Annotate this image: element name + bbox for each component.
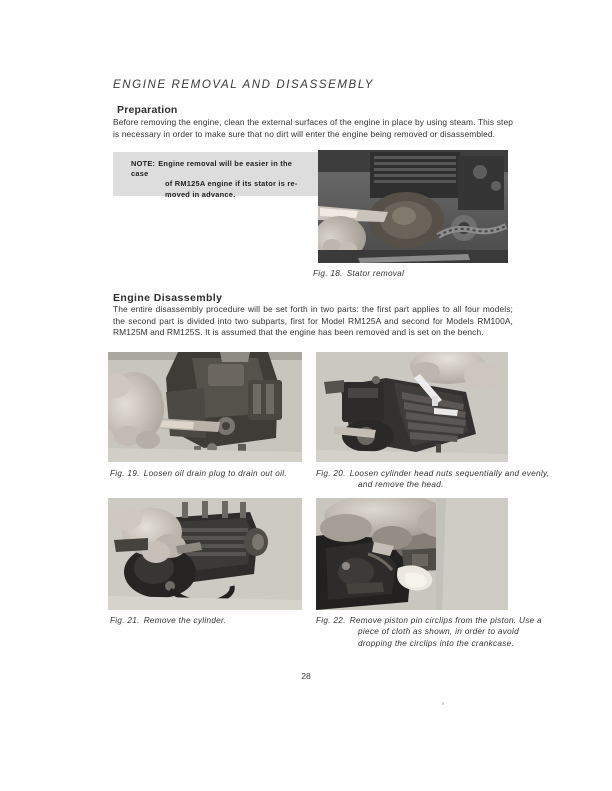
figure-caption-22	[316, 615, 554, 649]
disassembly-paragraph: The entire disassembly procedure will be set forth in two parts: the first part applies to all four models; the second part is divided into two subparts, first for Model RM125A and second for Models RM100A, RM125M and RM125S. It is assumed that the engine has been removed and is set on the bench.	[113, 304, 513, 338]
disassembly-heading: Engine Disassembly	[113, 292, 223, 304]
note-callout-box	[113, 152, 321, 199]
figure-caption-text-19: Loosen oil drain plug to drain out oil.	[143, 469, 287, 478]
figure-number-22: Fig. 22.	[316, 616, 346, 625]
figure-image-19	[108, 352, 302, 462]
note-line-2: of RM125A engine if its stator is re-	[165, 179, 298, 189]
preparation-paragraph: Before removing the engine, clean the external surfaces of the engine in place by using steam. This step is necessary in order to make sure that no dirt will enter the engine being removed or disassembled.	[113, 117, 513, 139]
note-line-3: moved in advance.	[165, 189, 236, 199]
note-label: NOTE:	[131, 159, 156, 168]
figure-caption-20	[316, 468, 552, 491]
figure-number-18: Fig. 18.	[313, 269, 343, 278]
note-text	[131, 159, 309, 200]
note-line-1: Engine removal will be easier in the case	[131, 159, 293, 179]
figure-image-20	[316, 352, 508, 462]
preparation-heading: Preparation	[117, 104, 178, 116]
figure-number-21: Fig. 21.	[110, 616, 140, 625]
figure-caption-19	[110, 468, 306, 479]
figure-number-19: Fig. 19.	[110, 469, 140, 478]
page-number: 28	[301, 671, 311, 681]
chapter-title: ENGINE REMOVAL AND DISASSEMBLY	[113, 79, 375, 91]
figure-caption-text-20: Loosen cylinder head nuts sequentially and evenly, and remove the head.	[349, 469, 550, 490]
figure-image-21	[108, 498, 302, 610]
figure-caption-text-22: Remove piston pin circlips from the piston. Use a piece of cloth as shown, in order to avoid dropping the circlips into the crankcase.	[349, 616, 542, 648]
scan-artifact	[442, 702, 444, 705]
figure-image-18	[318, 150, 508, 263]
figure-caption-21	[110, 615, 306, 626]
figure-caption-18	[313, 268, 513, 279]
figure-caption-text-21: Remove the cylinder.	[143, 616, 227, 625]
figure-image-22	[316, 498, 508, 610]
figure-number-20: Fig. 20.	[316, 469, 346, 478]
figure-caption-text-18: Stator removal	[346, 269, 405, 278]
